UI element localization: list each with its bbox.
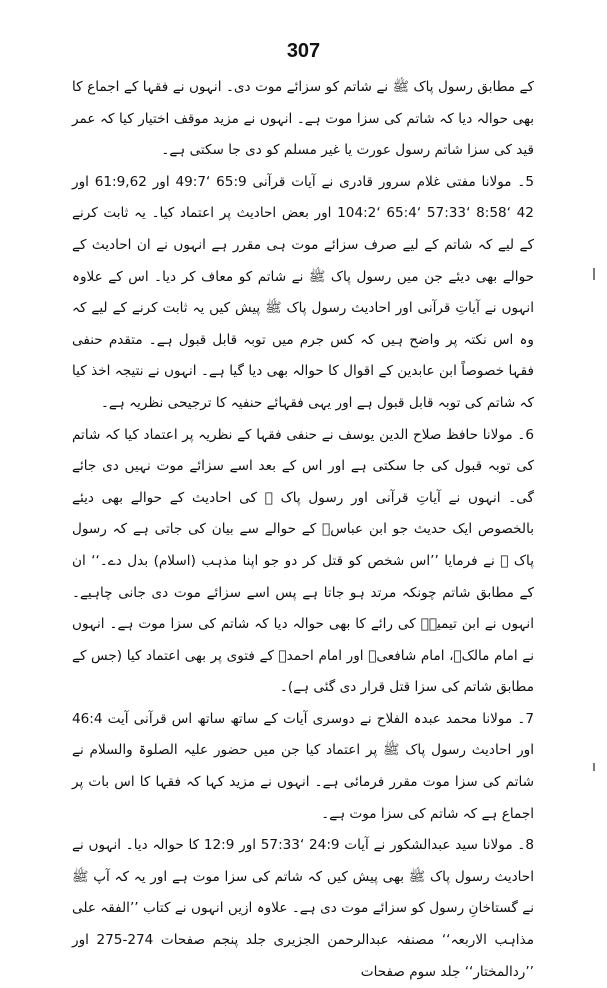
- page-body: [72, 72, 534, 988]
- paragraph-5: 5۔ مولانا مفتی غلام سرور قادری نے آیات قرآنی 65:9 ‘49:7 اور 61:9,62 اور 42 ‘8:58 ‘57:33 ‘65:4 ‘104:2 اور بعض احادیث پر اعتماد کیا۔ یہ ثابت کرنے کے لیے کہ شاتم کے لیے صرف سزائے موت ہی مقرر ہے انہوں نے ان احادیث کے حوالے بھی دیئے جن میں رسول پاک ﷺ نے شاتم کو معاف کر دیا۔ اس کے علاوہ انہوں نے آیاتِ قرآنی اور احادیث رسول پاک ﷺ پیش کیں یہ ثابت کرنے کے لیے کہ وہ اس نکتہ پر واضح ہیں کہ کس جرم میں توبہ قابل قبول ہے۔ متقدم حنفی فقہا خصوصاً ابن عابدین کے اقوال کا حوالہ بھی دیا گیا ہے۔ انہوں نے نتیجہ اخذ کیا کہ شاتم کی توبہ قابل قبول ہے اور یہی فقہائے حنفیہ کا ترجیحی نظریہ ہے۔: [72, 173, 534, 411]
- paragraph-continuation: کے مطابق رسول پاک ﷺ نے شاتم کو سزائے موت دی۔ انہوں نے فقہا کے اجماع کا بھی حوالہ دیا کہ شاتم کی سزا موت ہے۔ انہوں نے مزید موقف اختیار کیا کہ عمر قید کی سزا شاتم رسول عورت یا غیر مسلم کو دی جا سکتی ہے۔: [72, 79, 534, 159]
- paragraph-8: 8۔ مولانا سید عبدالشکور نے آیات 24:9 ‘57:33 اور 12:9 کا حوالہ دیا۔ انہوں نے احادیث رسول پاک ﷺ بھی پیش کیں کہ شاتم کی سزا موت ہے اور یہ کہ آپ ﷺ نے گستاخانِ رسول کو سزائے موت دی ہے۔ علاوہ ازیں انہوں نے کتاب ’’الفقہ علی مذاہب الاربعہ‘‘ مصنفہ عبدالرحمن الجزیری جلد پنجم صفحات 274-275 اور ’’ردالمختار‘‘ جلد سوم صفحات: [72, 837, 534, 980]
- paragraph-6: 6۔ مولانا حافظ صلاح الدین یوسف نے حنفی فقہا کے نظریہ پر اعتماد کیا کہ شاتم کی توبہ قبول کی جا سکتی ہے اور اس کے بعد اسے سزائے موت نہیں دی جائے گی۔ انہوں نے آیاتِ قرآنی اور رسول پاک ﷺ کی احادیث کے حوالے بھی دیئے بالخصوص ایک حدیث جو ابن عباسؓ کے حوالے سے بیان کی جاتی ہے کہ رسول پاک ﷺ نے فرمایا ’’اس شخص کو قتل کر دو جو اپنا مذہب (اسلام) بدل دے۔‘‘ ان کے مطابق شاتم چونکہ مرتد ہو جاتا ہے پس اسے سزائے موت دی جانی چاہیے۔ انہوں نے ابن تیمیہؒ کی رائے کا بھی حوالہ دیا کہ شاتم کی سزا موت ہے۔ انہوں نے امام مالکؒ، امام شافعیؒ اور امام احمدؒ کے فتوی پر بھی اعتماد کیا (جس کے مطابق شاتم کی سزا قتل قرار دی گئی ہے)۔: [72, 426, 534, 696]
- paragraph-7: 7۔ مولانا محمد عبدہ الفلاح نے دوسری آیات کے ساتھ ساتھ اس قرآنی آیت 46:4 اور احادیث رسول پاک ﷺ پر اعتماد کیا جن میں حضور علیہ الصلوۃ والسلام نے شاتم کی سزا موت مقرر فرمائی ہے۔ انہوں نے مزید کہا کہ فقہا کا اس بات پر اجماع ہے کہ شاتم کی سزا موت ہے۔: [72, 710, 534, 822]
- margin-mark: [593, 763, 595, 771]
- page-number: 307: [286, 40, 321, 62]
- margin-mark: [593, 268, 595, 280]
